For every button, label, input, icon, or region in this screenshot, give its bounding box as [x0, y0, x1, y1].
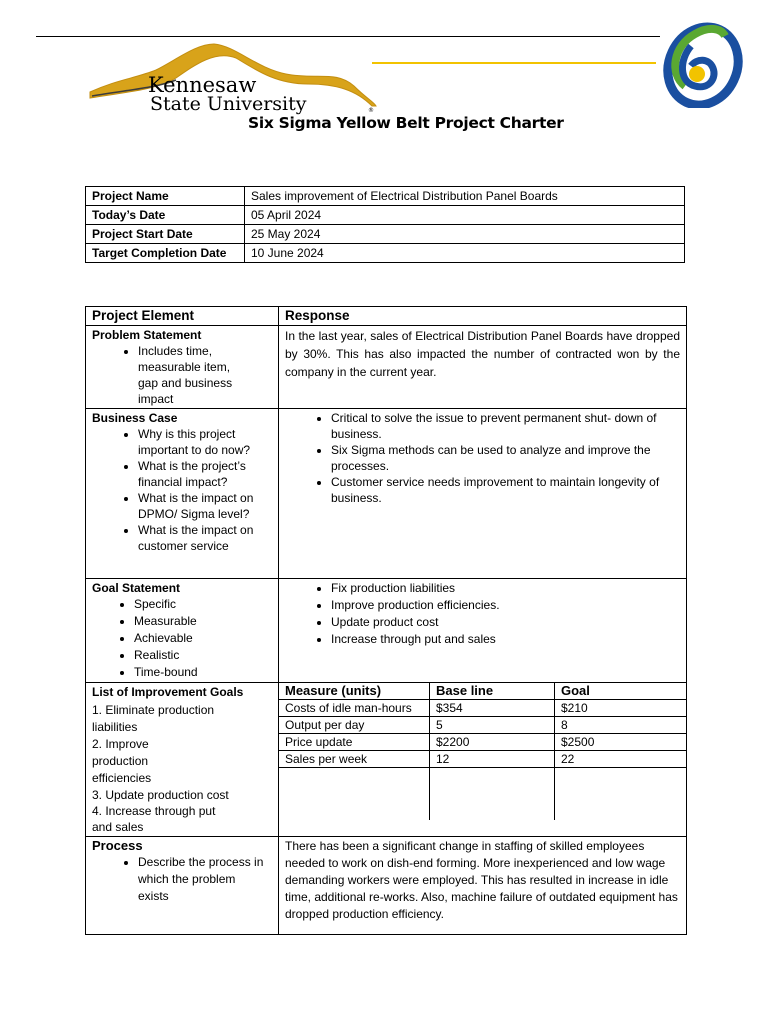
goal-bullet: • Time-bound — [134, 664, 272, 681]
process-response: There has been a significant change in staffing of skilled employees needed to work on dish-end forming. More inexperienced and low wage demanding workers were employed. This has resulted in increase in idle time, additional re-works. Also, machine failure of outdated equipment has dropped production efficiency. — [279, 837, 687, 935]
problem-response: In the last year, sales of Electrical Distribution Panel Boards have dropped by 30%. This has also impacted the number of contracted won by the company in the current year. — [279, 326, 687, 409]
goal-bullet: • Specific — [134, 596, 272, 613]
business-response: • Six Sigma methods can be used to analyze and improve the processes. — [331, 442, 680, 474]
info-value: 10 June 2024 — [245, 244, 685, 263]
project-info-table — [85, 186, 685, 263]
six-sigma-logo — [655, 16, 745, 108]
improvement-item: 2. Improve production efficiencies — [92, 737, 152, 785]
improvement-row — [86, 683, 687, 837]
improvement-title: List of Improvement Goals — [92, 685, 244, 699]
gold-rule — [372, 62, 656, 64]
info-value: Sales improvement of Electrical Distribution Panel Boards — [245, 187, 685, 206]
process-title: Process — [92, 838, 143, 853]
table-cell: $210 — [555, 700, 687, 717]
goal-bullet: • Realistic — [134, 647, 272, 664]
table-row — [86, 244, 685, 263]
goal-response: • Update product cost — [331, 614, 680, 631]
table-cell: 8 — [555, 717, 687, 734]
business-title: Business Case — [92, 411, 178, 425]
measures-table — [279, 683, 686, 820]
goal-bullet: • Achievable — [134, 630, 272, 647]
top-rule — [36, 36, 660, 37]
table-cell: $2200 — [430, 734, 555, 751]
table-cell — [279, 768, 430, 820]
business-response: • Customer service needs improvement to maintain longevity of business. — [331, 474, 680, 506]
measure-header: Measure (units) — [279, 683, 430, 700]
improvement-item: 4. Increase through put and sales — [92, 804, 216, 834]
table-cell: Costs of idle man-hours — [279, 700, 430, 717]
business-bullet: • Why is this project important to do now? — [138, 426, 258, 458]
charter-table — [85, 306, 687, 935]
business-bullet: • What is the impact on DPMO/ Sigma level? — [138, 490, 258, 522]
table-row — [86, 225, 685, 244]
goal-row — [86, 579, 687, 683]
table-cell — [430, 768, 555, 820]
goal-response: • Increase through put and sales — [331, 631, 680, 648]
process-bullet: • Describe the process in which the problem exists — [138, 854, 266, 905]
col-response-header: Response — [279, 307, 687, 326]
info-value: 25 May 2024 — [245, 225, 685, 244]
table-cell: Sales per week — [279, 751, 430, 768]
table-row — [279, 700, 686, 717]
business-response: • Critical to solve the issue to prevent permanent shut- down of business. — [331, 410, 680, 442]
table-header-row — [279, 683, 686, 700]
info-key: Project Name — [86, 187, 245, 206]
table-row — [86, 206, 685, 225]
table-header-row — [86, 307, 687, 326]
table-row — [86, 187, 685, 206]
problem-row — [86, 326, 687, 409]
table-row — [279, 734, 686, 751]
table-cell — [555, 768, 687, 820]
goal-response: • Improve production efficiencies. — [331, 597, 680, 614]
business-row — [86, 409, 687, 579]
svg-text:®: ® — [368, 107, 374, 114]
problem-bullet: • Includes time, measurable item, gap and business impact — [138, 343, 248, 407]
table-row — [279, 751, 686, 768]
business-bullet: • What is the project’s financial impact? — [138, 458, 258, 490]
table-row — [279, 717, 686, 734]
table-cell: Output per day — [279, 717, 430, 734]
col-element-header: Project Element — [86, 307, 279, 326]
table-cell: 22 — [555, 751, 687, 768]
ksu-line2: State University — [150, 93, 307, 115]
info-value: 05 April 2024 — [245, 206, 685, 225]
problem-title: Problem Statement — [92, 328, 202, 342]
process-row — [86, 837, 687, 935]
improvement-item: 3. Update production cost — [92, 788, 229, 802]
business-bullet: • What is the impact on customer service — [138, 522, 258, 554]
ksu-logo — [86, 40, 386, 116]
table-cell: $354 — [430, 700, 555, 717]
page-title: Six Sigma Yellow Belt Project Charter — [248, 114, 564, 132]
table-cell: 5 — [430, 717, 555, 734]
table-row — [279, 768, 686, 820]
goal-response: • Fix production liabilities — [331, 580, 680, 597]
improvement-item: 1. Eliminate production liabilities — [92, 703, 215, 734]
table-cell: $2500 — [555, 734, 687, 751]
table-cell: Price update — [279, 734, 430, 751]
goal-bullet: • Measurable — [134, 613, 272, 630]
table-cell: 12 — [430, 751, 555, 768]
info-key: Today’s Date — [86, 206, 245, 225]
info-key: Target Completion Date — [86, 244, 245, 263]
goal-header: Goal — [555, 683, 687, 700]
info-key: Project Start Date — [86, 225, 245, 244]
goal-title: Goal Statement — [92, 581, 181, 595]
ksu-line1: Kennesaw — [148, 73, 257, 97]
baseline-header: Base line — [430, 683, 555, 700]
